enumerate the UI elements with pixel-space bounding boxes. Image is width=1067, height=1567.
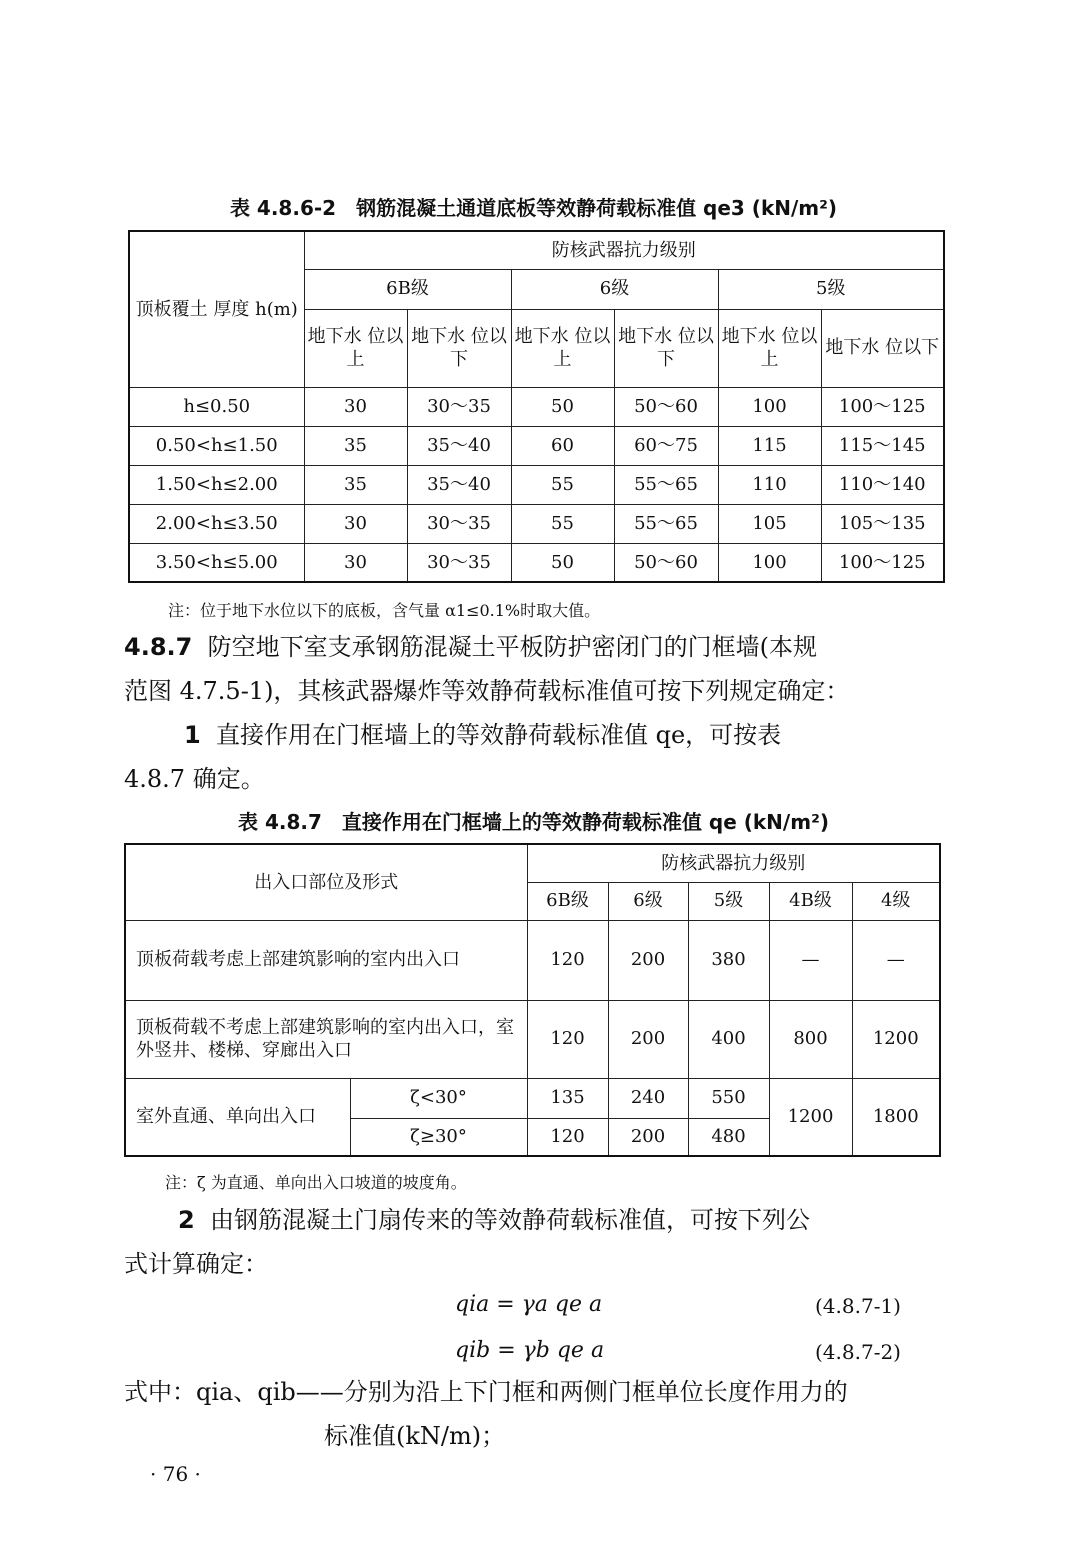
cell: 400 [688,1000,769,1078]
formula-1: qia = γa qe a [455,1292,603,1317]
cell: 60～75 [614,426,718,465]
cell: — [852,920,940,1000]
cell: 120 [527,1000,608,1078]
row-header: 顶板覆土 厚度 h(m) [129,231,304,387]
cell: 55～65 [614,504,718,543]
condition: ζ<30° [350,1078,527,1118]
table-row [129,504,944,543]
cell: 30～35 [407,387,511,426]
condition: ζ≥30° [350,1118,527,1156]
cell: 30 [304,387,407,426]
table-row [129,387,944,426]
level-header: 6B级 [304,269,511,309]
equation-number-1: (4.8.7-1) [815,1294,901,1318]
level-header: 5级 [718,269,944,309]
row-label: 顶板荷载不考虑上部建筑影响的室内出入口，室外竖井、楼梯、穿廊出入口 [125,1000,527,1078]
page-number: · 76 · [150,1462,201,1486]
table2-caption: 表 4.8.7 直接作用在门框墙上的等效静荷载标准值 qe (kN/m²) [238,810,829,834]
cell: 35～40 [407,465,511,504]
cell: 110～140 [821,465,944,504]
h-range: 2.00<h≤3.50 [129,504,304,543]
cell: 135 [527,1078,608,1118]
cell: 60 [511,426,614,465]
cell: 35 [304,465,407,504]
table-row [129,465,944,504]
cell: 200 [608,1118,688,1156]
table-row [129,543,944,582]
cell: 1800 [852,1078,940,1156]
cell: 55～65 [614,465,718,504]
where-clause [124,1370,954,1458]
cell: 30～35 [407,504,511,543]
cell: 100～125 [821,387,944,426]
item-text: 直接作用在门框墙上的等效静荷载标准值 qe，可按表 [215,721,782,749]
cell: 50～60 [614,543,718,582]
cell: 115～145 [821,426,944,465]
cell: 30 [304,543,407,582]
cell: 105 [718,504,821,543]
cell: 50～60 [614,387,718,426]
cell: 1200 [852,1000,940,1078]
group-header: 防核武器抗力级别 [304,231,944,269]
cell: 50 [511,387,614,426]
sub-header: 地下水 位以上 [718,309,821,387]
level-header: 4B级 [769,882,852,920]
item-2 [124,1198,944,1286]
cell: 1200 [769,1078,852,1156]
sub-header: 地下水 位以下 [407,309,511,387]
cell: 30～35 [407,543,511,582]
item-text: 4.8.7 确定。 [124,765,265,793]
section-number: 4.8.7 [124,633,193,661]
sub-header: 地下水 位以下 [821,309,944,387]
cell: 800 [769,1000,852,1078]
where-text: 式中：qia、qib——分别为沿上下门框和两侧门框单位长度作用力的 [124,1378,848,1406]
cell: 120 [527,920,608,1000]
cell: 200 [608,1000,688,1078]
cell: 120 [527,1118,608,1156]
table1-caption: 表 4.8.6-2 钢筋混凝土通道底板等效静荷载标准值 qe3 (kN/m²) [229,196,838,220]
item-text: 由钢筋混凝土门扇传来的等效静荷载标准值，可按下列公 [209,1206,810,1234]
cell: 100～125 [821,543,944,582]
h-range: h≤0.50 [129,387,304,426]
cell: 35～40 [407,426,511,465]
cell: 550 [688,1078,769,1118]
row-label: 室外直通、单向出入口 [125,1078,350,1156]
h-range: 0.50<h≤1.50 [129,426,304,465]
cell: 50 [511,543,614,582]
table-row [129,426,944,465]
sub-header: 地下水 位以上 [304,309,407,387]
cell: 35 [304,426,407,465]
level-header: 5级 [688,882,769,920]
cell: 55 [511,465,614,504]
item-number: 1 [184,721,201,749]
sub-header: 地下水 位以下 [614,309,718,387]
table1-note: 注：位于地下水位以下的底板，含气量 α1≤0.1%时取大值。 [168,601,601,620]
table1 [128,230,945,583]
cell: 100 [718,387,821,426]
cell: 480 [688,1118,769,1156]
table2-note: 注：ζ 为直通、单向出入口坡道的坡度角。 [165,1173,467,1192]
table-row [125,920,940,1000]
cell: 380 [688,920,769,1000]
section-4-8-7 [124,625,944,801]
cell: 115 [718,426,821,465]
h-range: 1.50<h≤2.00 [129,465,304,504]
table-row [125,1000,940,1078]
item-text: 式计算确定： [124,1250,268,1278]
group-header: 防核武器抗力级别 [527,844,940,882]
table-row [125,1078,940,1118]
cell: 105～135 [821,504,944,543]
formula-2: qib = γb qe a [455,1338,605,1363]
equation-number-2: (4.8.7-2) [815,1340,901,1364]
section-text: 范图 4.7.5-1)，其核武器爆炸等效静荷载标准值可按下列规定确定： [124,677,850,705]
cell: 55 [511,504,614,543]
col0-header: 出入口部位及形式 [125,844,527,920]
item-number: 2 [178,1206,195,1234]
cell: — [769,920,852,1000]
row-label: 顶板荷载考虑上部建筑影响的室内出入口 [125,920,527,1000]
level-header: 4级 [852,882,940,920]
level-header: 6级 [511,269,718,309]
level-header: 6级 [608,882,688,920]
cell: 200 [608,920,688,1000]
level-header: 6B级 [527,882,608,920]
section-text: 防空地下室支承钢筋混凝土平板防护密闭门的门框墙(本规 [207,633,817,661]
sub-header: 地下水 位以上 [511,309,614,387]
table2 [124,843,941,1157]
cell: 100 [718,543,821,582]
cell: 30 [304,504,407,543]
h-range: 3.50<h≤5.00 [129,543,304,582]
cell: 110 [718,465,821,504]
where-text: 标准值(kN/m)； [324,1422,506,1450]
cell: 240 [608,1078,688,1118]
